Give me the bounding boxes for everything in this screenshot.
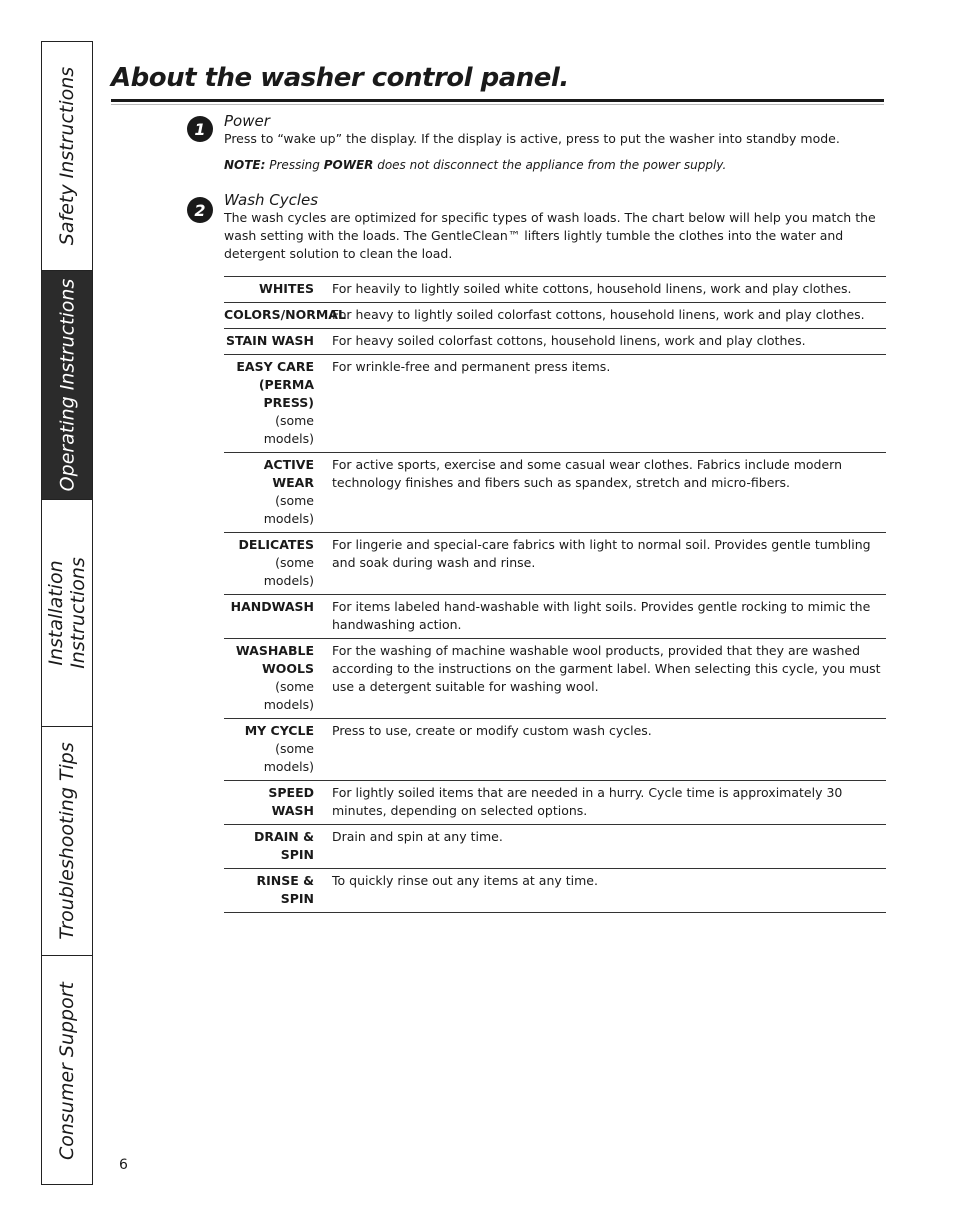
- cycle-name-cell: [224, 872, 332, 908]
- cycle-name-cell: [224, 598, 332, 634]
- cycle-name: EASY CARE (PERMA PRESS): [236, 359, 314, 410]
- cycle-description: For lingerie and special-care fabrics with light to normal soil. Provides gentle tumbling and soak during wash and rinse.: [332, 537, 871, 570]
- cycle-name-cell: [224, 722, 332, 776]
- tab-label: Installation Instructions: [45, 557, 89, 669]
- power-note: [224, 158, 726, 172]
- cycle-name: MY CYCLE: [244, 723, 314, 738]
- tab-installation-instructions[interactable]: [42, 500, 92, 727]
- cycle-name: STAIN WASH: [225, 333, 314, 348]
- cycle-name: SPEED WASH: [268, 785, 314, 818]
- cycle-name-cell: [224, 456, 332, 528]
- section-title: Power: [224, 112, 270, 130]
- note-label: NOTE:: [224, 158, 266, 172]
- tab-troubleshooting-tips[interactable]: [42, 727, 92, 956]
- cycle-description: Press to use, create or modify custom wash cycles.: [332, 723, 652, 738]
- cycle-name: ACTIVE WEAR: [263, 457, 314, 490]
- cycle-availability: (some models): [263, 413, 314, 446]
- cycle-name: HANDWASH: [230, 599, 314, 614]
- cycle-description: For the washing of machine washable wool products, provided that they are washed according to the instructions on the garment label. When selecting this cycle, you must use a detergent suitable for washing wool.: [332, 643, 881, 694]
- section-body: The wash cycles are optimized for specific types of wash loads. The chart below will help you match the wash setting with the loads. The GentleClean™ lifters lightly tumble the clothes into the water and detergent solution to clean the load.: [224, 210, 876, 261]
- cycle-description: Drain and spin at any time.: [332, 829, 503, 844]
- cycle-availability: (some models): [263, 555, 314, 588]
- cycle-availability: (some models): [263, 741, 314, 774]
- cycle-name-cell: [224, 642, 332, 714]
- note-text-before: Pressing: [269, 158, 320, 172]
- title-rule: [111, 99, 884, 102]
- section-body: Press to “wake up” the display. If the display is active, press to put the washer into standby mode.: [224, 131, 840, 146]
- table-row: [224, 329, 886, 355]
- table-row: [224, 533, 886, 595]
- cycle-description: For heavy to lightly soiled colorfast cottons, household linens, work and play clothes.: [332, 307, 865, 322]
- title-rule-thin: [111, 104, 884, 105]
- cycle-description: For heavily to lightly soiled white cottons, household linens, work and play clothes.: [332, 281, 852, 296]
- cycle-description: For wrinkle-free and permanent press items.: [332, 359, 611, 374]
- table-row: [224, 719, 886, 781]
- tab-safety-instructions[interactable]: [42, 42, 92, 271]
- table-row: [224, 869, 886, 913]
- table-row: [224, 639, 886, 719]
- table-row: [224, 303, 886, 329]
- tab-label: Operating Instructions: [56, 278, 78, 492]
- cycle-description: For lightly soiled items that are needed in a hurry. Cycle time is approximately 30 minutes, depending on selected options.: [332, 785, 843, 818]
- tab-consumer-support[interactable]: [42, 956, 92, 1185]
- cycle-name-cell: [224, 280, 332, 298]
- table-row: [224, 825, 886, 869]
- section-number-badge: 1: [187, 116, 213, 142]
- side-tab-strip: [41, 41, 93, 1185]
- table-row: [224, 781, 886, 825]
- table-row: [224, 595, 886, 639]
- cycle-name-cell: [224, 332, 332, 350]
- note-text-after: does not disconnect the appliance from the power supply.: [377, 158, 727, 172]
- cycle-name-cell: [224, 828, 332, 864]
- cycle-name-cell: [224, 358, 332, 448]
- cycle-name-cell: [224, 536, 332, 590]
- section-title: Wash Cycles: [224, 191, 319, 209]
- cycle-name: DRAIN & SPIN: [253, 829, 314, 862]
- tab-operating-instructions[interactable]: [42, 271, 92, 500]
- cycle-name: WHITES: [259, 281, 314, 296]
- cycle-description: For items labeled hand-washable with light soils. Provides gentle rocking to mimic the handwashing action.: [332, 599, 871, 632]
- cycle-description: For heavy soiled colorfast cottons, household linens, work and play clothes.: [332, 333, 806, 348]
- cycle-availability: (some models): [263, 679, 314, 712]
- table-row: [224, 355, 886, 453]
- table-row: [224, 277, 886, 303]
- tab-label: Consumer Support: [56, 981, 79, 1160]
- tab-label: Troubleshooting Tips: [56, 742, 79, 940]
- wash-cycle-table: [224, 276, 886, 913]
- cycle-availability: (some models): [263, 493, 314, 526]
- cycle-description: For active sports, exercise and some casual wear clothes. Fabrics include modern technology finishes and fibers such as spandex, stretch and micro-fibers.: [332, 457, 843, 490]
- cycle-name-cell: [224, 306, 346, 324]
- table-row: [224, 453, 886, 533]
- cycle-name-cell: [224, 784, 332, 820]
- section-number-badge: 2: [187, 197, 213, 223]
- page-number: 6: [119, 1157, 128, 1173]
- cycle-name: COLORS/NORMAL: [224, 307, 346, 322]
- cycle-description: To quickly rinse out any items at any time.: [332, 873, 598, 888]
- page-title: About the washer control panel.: [111, 63, 569, 93]
- cycle-name: WASHABLE WOOLS: [235, 643, 314, 676]
- cycle-name: DELICATES: [238, 537, 314, 552]
- tab-label: Safety Instructions: [56, 66, 78, 246]
- cycle-name: RINSE & SPIN: [256, 873, 314, 906]
- note-bold: POWER: [323, 158, 374, 172]
